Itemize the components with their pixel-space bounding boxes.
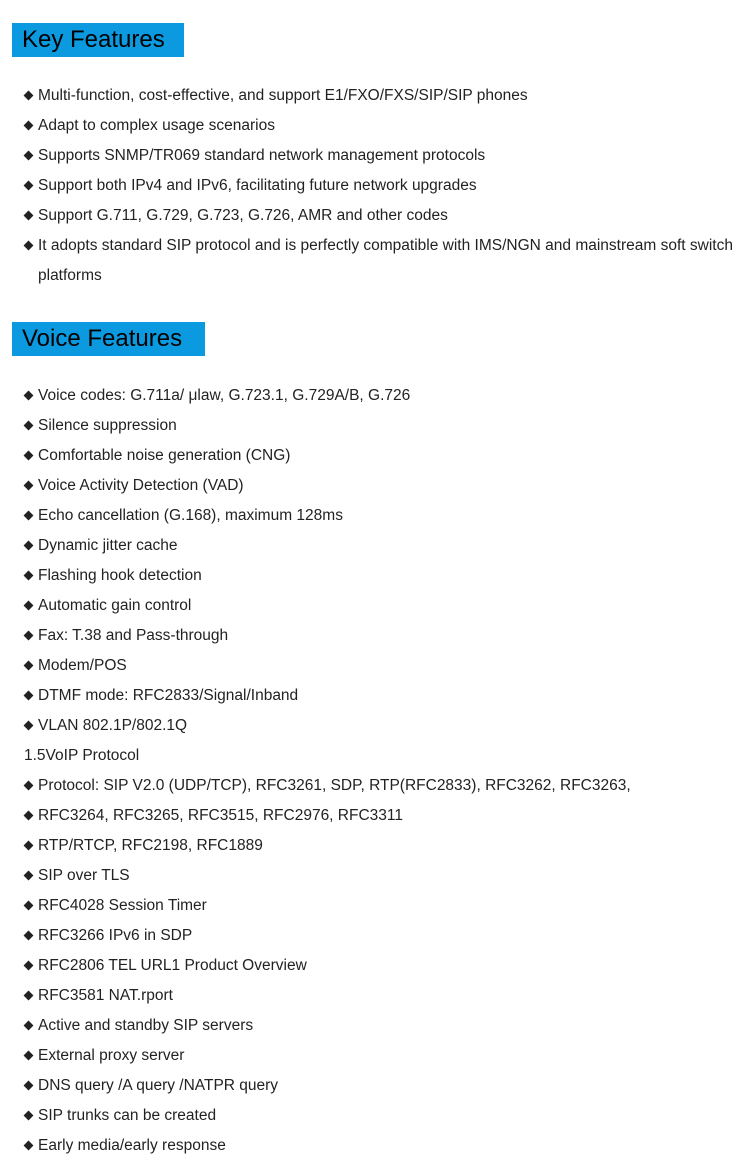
list-item-text: Active and standby SIP servers — [38, 1017, 254, 1034]
list-item — [24, 1071, 738, 1101]
list-item-text: RTP/RTCP, RFC2198, RFC1889 — [38, 837, 263, 854]
list-item-text: DNS query /A query /NATPR query — [38, 1077, 279, 1094]
diamond-bullet-icon — [24, 1051, 34, 1061]
list-item-text: RFC4028 Session Timer — [38, 897, 207, 914]
list-item-text: Echo cancellation (G.168), maximum 128ms — [38, 507, 343, 524]
diamond-bullet-icon — [24, 241, 34, 251]
list-item-text: DTMF mode: RFC2833/Signal/Inband — [38, 687, 299, 704]
diamond-bullet-icon — [24, 991, 34, 1001]
diamond-bullet-icon — [24, 691, 34, 701]
list-item-text: Silence suppression — [38, 417, 177, 434]
list-item — [24, 411, 738, 441]
list-item — [24, 591, 738, 621]
key-features-heading: Key Features — [12, 23, 184, 57]
diamond-bullet-icon — [24, 1141, 34, 1151]
diamond-bullet-icon — [24, 451, 34, 461]
list-item-text: RFC2806 TEL URL1 Product Overview — [38, 957, 307, 974]
list-item — [24, 501, 738, 531]
list-item-text: Dynamic jitter cache — [38, 537, 178, 554]
list-item — [24, 951, 738, 981]
list-item-text: RFC3581 NAT.rport — [38, 987, 173, 1004]
diamond-bullet-icon — [24, 481, 34, 491]
list-item-text: Comfortable noise generation (CNG) — [38, 447, 291, 464]
list-item — [24, 651, 738, 681]
list-item — [24, 171, 738, 201]
list-item — [24, 681, 738, 711]
voice-features-list — [24, 381, 738, 1161]
list-item — [24, 921, 738, 951]
diamond-bullet-icon — [24, 421, 34, 431]
list-item — [24, 81, 738, 111]
diamond-bullet-icon — [24, 511, 34, 521]
list-item-text: Flashing hook detection — [38, 567, 202, 584]
list-item — [24, 201, 738, 231]
list-item — [24, 1101, 738, 1131]
diamond-bullet-icon — [24, 211, 34, 221]
list-item — [24, 1011, 738, 1041]
list-item — [24, 891, 738, 921]
list-item — [24, 141, 738, 171]
diamond-bullet-icon — [24, 961, 34, 971]
list-item — [24, 771, 738, 801]
list-item — [24, 801, 738, 831]
diamond-bullet-icon — [24, 721, 34, 731]
diamond-bullet-icon — [24, 781, 34, 791]
voice-features-heading: Voice Features — [12, 322, 205, 356]
list-item — [24, 711, 738, 741]
subheading-text: 1.5VoIP Protocol — [24, 747, 140, 764]
list-item — [24, 441, 738, 471]
list-item-text: Automatic gain control — [38, 597, 192, 614]
list-item-text: RFC3266 IPv6 in SDP — [38, 927, 193, 944]
diamond-bullet-icon — [24, 901, 34, 911]
diamond-bullet-icon — [24, 661, 34, 671]
list-item — [24, 981, 738, 1011]
list-item-text: SIP over TLS — [38, 867, 130, 884]
diamond-bullet-icon — [24, 1021, 34, 1031]
list-item — [24, 381, 738, 411]
list-item — [24, 621, 738, 651]
list-item-text: External proxy server — [38, 1047, 185, 1064]
diamond-bullet-icon — [24, 541, 34, 551]
list-item-text: Voice Activity Detection (VAD) — [38, 477, 244, 494]
diamond-bullet-icon — [24, 931, 34, 941]
diamond-bullet-icon — [24, 151, 34, 161]
list-item-text: Modem/POS — [38, 657, 127, 674]
diamond-bullet-icon — [24, 1081, 34, 1091]
list-item-text: SIP trunks can be created — [38, 1107, 217, 1124]
diamond-bullet-icon — [24, 391, 34, 401]
list-item-text: Fax: T.38 and Pass-through — [38, 627, 229, 644]
diamond-bullet-icon — [24, 841, 34, 851]
diamond-bullet-icon — [24, 1111, 34, 1121]
list-item — [24, 1131, 738, 1161]
diamond-bullet-icon — [24, 811, 34, 821]
list-item — [24, 831, 738, 861]
subheading — [24, 741, 738, 771]
list-item-text: Support G.711, G.729, G.723, G.726, AMR and other codes — [38, 207, 448, 224]
list-item-text: Protocol: SIP V2.0 (UDP/TCP), RFC3261, SDP, RTP(RFC2833), RFC3262, RFC3263, — [38, 777, 631, 794]
list-item — [24, 561, 738, 591]
diamond-bullet-icon — [24, 121, 34, 131]
list-item-text: Support both IPv4 and IPv6, facilitating future network upgrades — [38, 177, 477, 194]
diamond-bullet-icon — [24, 631, 34, 641]
list-item-text: VLAN 802.1P/802.1Q — [38, 717, 188, 734]
list-item-text: Supports SNMP/TR069 standard network management protocols — [38, 147, 486, 164]
diamond-bullet-icon — [24, 601, 34, 611]
list-item — [24, 111, 738, 141]
list-item-text: RFC3264, RFC3265, RFC3515, RFC2976, RFC3311 — [38, 807, 403, 824]
list-item-text: It adopts standard SIP protocol and is perfectly compatible with IMS/NGN and mainstream soft switch platforms — [38, 237, 733, 284]
list-item — [24, 231, 738, 291]
list-item — [24, 1041, 738, 1071]
list-item — [24, 531, 738, 561]
diamond-bullet-icon — [24, 571, 34, 581]
list-item-text: Adapt to complex usage scenarios — [38, 117, 275, 134]
list-item-text: Multi-function, cost-effective, and support E1/FXO/FXS/SIP/SIP phones — [38, 87, 528, 104]
list-item — [24, 861, 738, 891]
diamond-bullet-icon — [24, 91, 34, 101]
diamond-bullet-icon — [24, 181, 34, 191]
diamond-bullet-icon — [24, 871, 34, 881]
list-item-text: Voice codes: G.711a/ μlaw, G.723.1, G.729A/B, G.726 — [38, 387, 411, 404]
list-item — [24, 471, 738, 501]
list-item-text: Early media/early response — [38, 1137, 226, 1154]
key-features-list — [24, 81, 738, 291]
